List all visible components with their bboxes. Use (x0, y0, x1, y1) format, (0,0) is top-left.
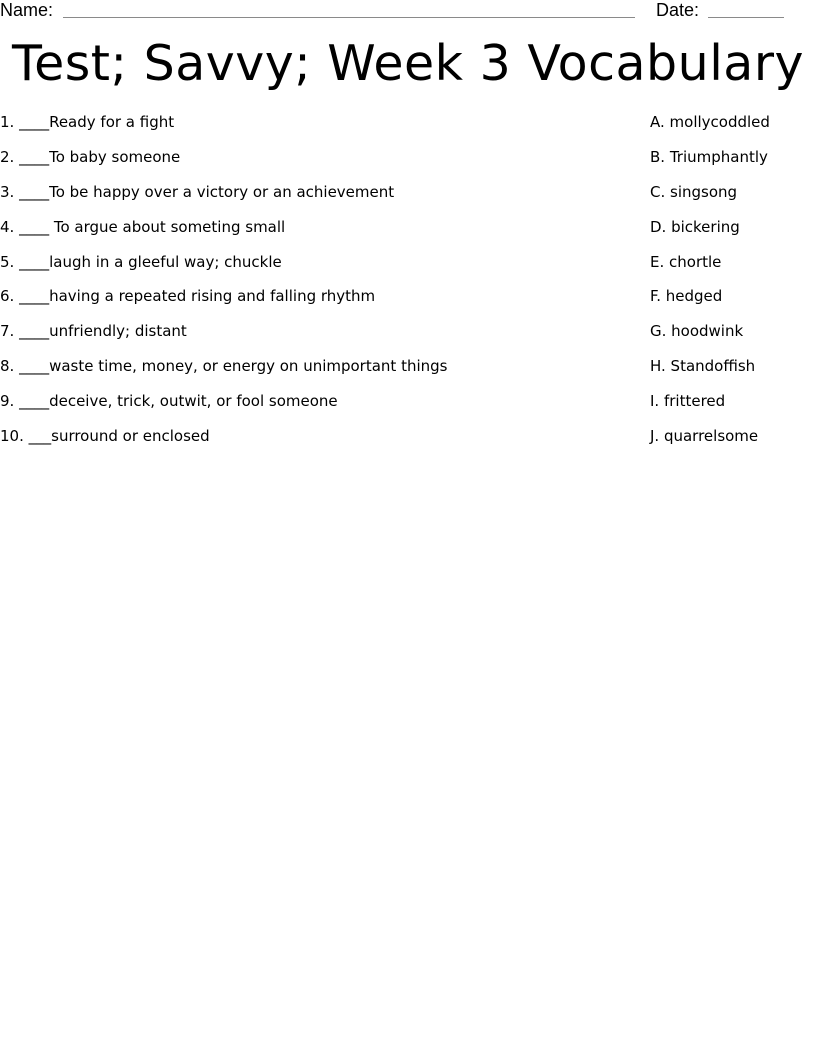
question-list (0, 112, 640, 461)
answer-item: J. quarrelsome (650, 427, 759, 446)
answer-item: H. Standoffish (650, 357, 756, 376)
answer-item: C. singsong (650, 182, 738, 201)
question-item: 2. ____To baby someone (0, 147, 181, 166)
date-blank-line (708, 17, 784, 18)
question-item: 1. ____Ready for a fight (0, 113, 175, 131)
question-item: 9. ____deceive, trick, outwit, or fool someone (0, 392, 338, 411)
answer-list (650, 112, 816, 461)
question-item: 10. ___surround or enclosed (0, 427, 210, 446)
question-item: 5. ____laugh in a gleeful way; chuckle (0, 252, 282, 271)
answer-item: D. bickering (650, 217, 740, 236)
name-label: Name: (0, 0, 54, 20)
page-title: Test; Savvy; Week 3 Vocabulary (12, 35, 804, 92)
answer-item: G. hoodwink (650, 322, 744, 341)
question-item: 7. ____unfriendly; distant (0, 322, 187, 341)
worksheet-header (0, 0, 816, 22)
question-item: 4. ____ To argue about someting small (0, 217, 286, 236)
answer-item: I. frittered (650, 392, 726, 411)
answer-item: B. Triumphantly (650, 147, 768, 166)
name-blank-line (63, 17, 635, 18)
answer-item: F. hedged (650, 287, 723, 306)
date-label: Date: (656, 0, 700, 20)
answer-item: E. chortle (650, 252, 722, 271)
answer-item: A. mollycoddled (650, 113, 770, 131)
question-item: 3. ____To be happy over a victory or an achievement (0, 182, 395, 201)
question-item: 6. ____having a repeated rising and falling rhythm (0, 287, 376, 306)
question-item: 8. ____waste time, money, or energy on unimportant things (0, 357, 448, 376)
